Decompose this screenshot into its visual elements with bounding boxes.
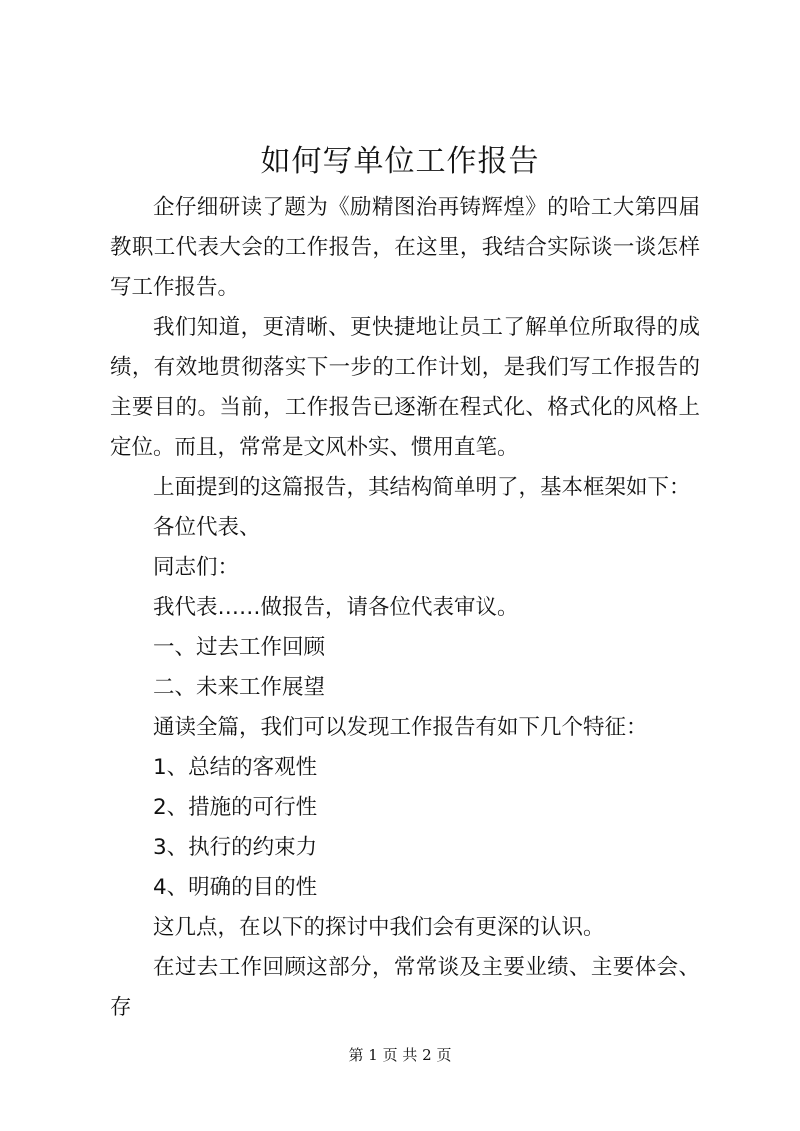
- paragraph-2: 我们知道，更清晰、更快捷地让员工了解单位所取得的成绩，有效地贯彻落实下一步的工作计划，是我们写工作报告的主要目的。当前，工作报告已逐渐在程式化、格式化的风格上定位。而且，常常是文风朴实、惯用直笔。: [110, 315, 700, 460]
- paragraph-6: 我代表……做报告，请各位代表审议。: [153, 595, 519, 620]
- paragraph-1: 企仔细研读了题为《励精图治再铸辉煌》的哈工大第四届教职工代表大会的工作报告，在这里，我结合实际谈一谈怎样写工作报告。: [110, 195, 700, 300]
- paragraph-5: 同志们：: [153, 555, 240, 580]
- paragraph-12: 3、执行的约束力: [153, 835, 318, 860]
- paragraph-15: 在过去工作回顾这部分，常常谈及主要业绩、主要体会、存: [110, 955, 700, 1020]
- page-footer: 第 1 页 共 2 页: [348, 1046, 452, 1064]
- document-body: [110, 188, 700, 1028]
- document-title: 如何写单位工作报告: [260, 144, 540, 179]
- paragraph-4: 各位代表、: [153, 515, 261, 540]
- paragraph-11: 2、措施的可行性: [153, 795, 318, 820]
- paragraph-8: 二、未来工作展望: [153, 675, 326, 700]
- paragraph-10: 1、总结的客观性: [153, 755, 318, 780]
- paragraph-9: 通读全篇，我们可以发现工作报告有如下几个特征：: [153, 715, 648, 740]
- paragraph-7: 一、过去工作回顾: [153, 635, 326, 660]
- paragraph-13: 4、明确的目的性: [153, 875, 318, 900]
- paragraph-14: 这几点，在以下的探讨中我们会有更深的认识。: [153, 915, 605, 940]
- paragraph-3: 上面提到的这篇报告，其结构简单明了，基本框架如下：: [153, 475, 691, 500]
